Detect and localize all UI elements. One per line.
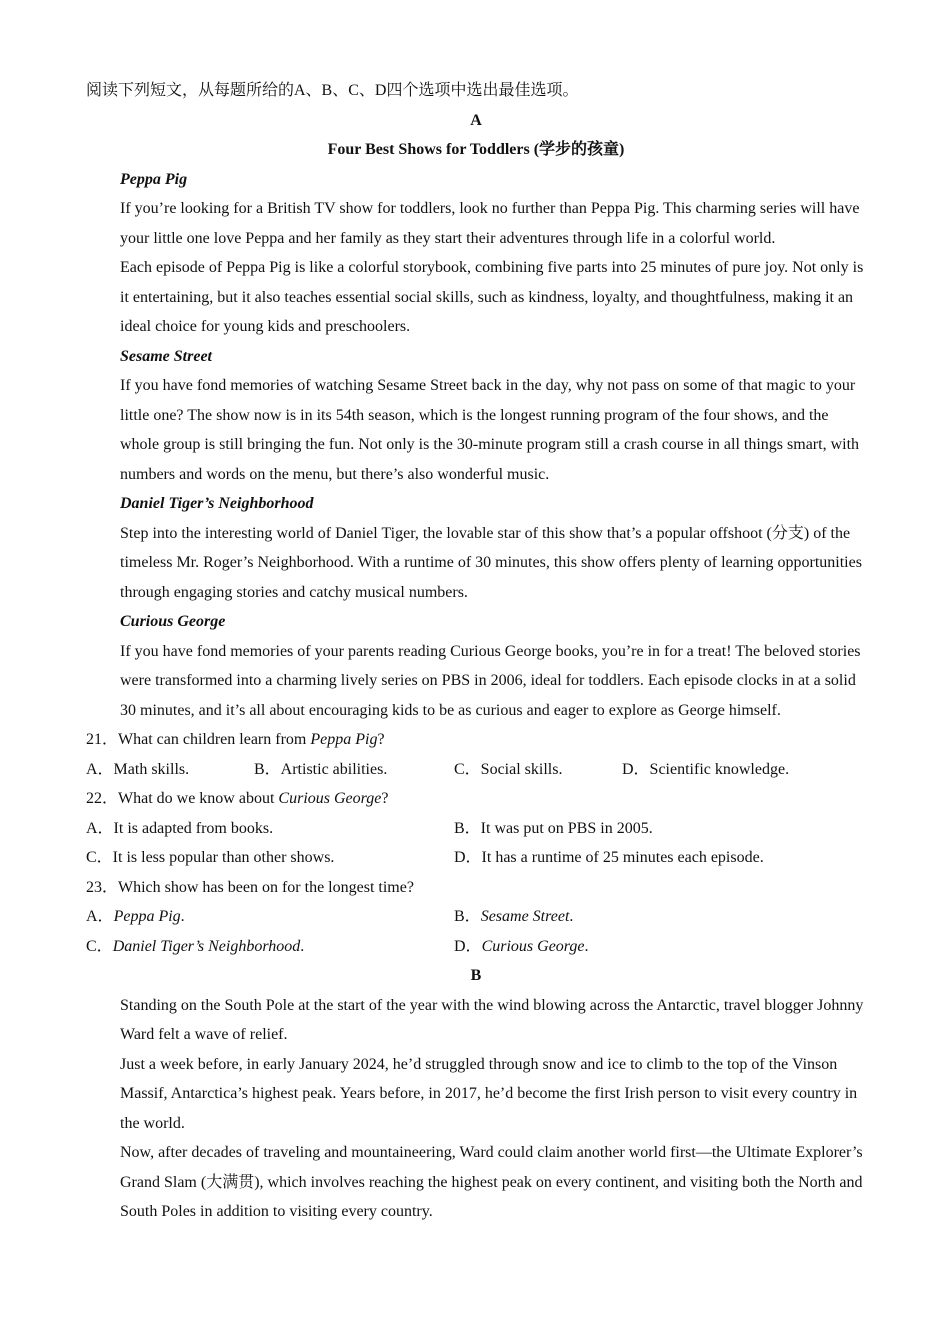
paragraph: Step into the interesting world of Daniel Tiger, the lovable star of this show that’s a popular offshoot (分支) of the timeless Mr. Roger’s Neighborhood. With a runtime of 30 minutes, this show offers plenty of learning opportunities through engaging stories and catchy musical numbers.: [120, 524, 862, 601]
instruction: 阅读下列短文，从每题所给的A、B、C、D四个选项中选出最佳选项。: [86, 82, 579, 99]
stem-suffix: ?: [377, 731, 385, 748]
paragraph: Just a week before, in early January 2024, he’d struggled through snow and ice to climb to the top of the Vinson Massif, Antarctica’s highest peak. Years before, in 2017, he’d become the first Irish person to visit every country in the world.: [120, 1055, 858, 1132]
option-d[interactable]: D．Scientific knowledge.: [622, 760, 790, 778]
option-end: .: [584, 937, 589, 955]
paragraph: If you have fond memories of watching Sesame Street back in the day, why not pass on some of that magic to your little one? The show now is in its 54th season, which is the longest running program of the four shows, and the whole group is still bringing the fun. Not only is the 30-minute program still a crash course in all things smart, with numbers and words on the menu, but there’s also wonderful music.: [120, 377, 860, 483]
paragraph: Now, after decades of traveling and mountaineering, Ward could claim another world first—the Ultimate Explorer’s Grand Slam (大满贯), which involves reaching the highest peak on every continent, and visiting both the North and South Poles in addition to visiting every country.: [120, 1144, 863, 1220]
option-letter: D．: [454, 937, 482, 955]
show-heading-curious-george: Curious George: [120, 613, 226, 630]
option-a[interactable]: [86, 902, 454, 932]
paragraph: Each episode of Peppa Pig is like a colorful storybook, combining five parts into 25 minutes of pure joy. Not only is it entertaining, but it also teaches essential social skills, such as kindness, loyalty, and thoughtfulness, making it an ideal choice for young kids and preschoolers.: [120, 259, 864, 335]
option-b[interactable]: B．It was put on PBS in 2005.: [454, 819, 653, 837]
question-23-stem: 23．Which show has been on for the longest time?: [86, 878, 414, 896]
show-heading-daniel-tiger: Daniel Tiger’s Neighborhood: [120, 495, 314, 512]
option-c[interactable]: [86, 932, 454, 962]
option-c[interactable]: C．It is less popular than other shows.: [86, 849, 335, 866]
option-b[interactable]: [454, 902, 573, 932]
question-23-options-row1: [86, 902, 866, 932]
option-d[interactable]: D．It has a runtime of 25 minutes each episode.: [454, 849, 764, 866]
option-text: Curious George: [481, 937, 585, 955]
option-end: .: [180, 908, 185, 925]
paragraph: Standing on the South Pole at the start of the year with the wind blowing across the Antarctic, travel blogger Johnny Ward felt a wave of relief.: [120, 996, 864, 1043]
article-title: Four Best Shows for Toddlers (学步的孩童): [327, 141, 625, 158]
option-end: .: [300, 937, 305, 955]
stem-text: 22．What do we know about: [86, 790, 279, 807]
option-letter: C．: [86, 937, 113, 955]
paragraph: If you’re looking for a British TV show for toddlers, look no further than Peppa Pig. This charming series will have your little one love Peppa and her family as they start their adventures through life in a colorful world.: [120, 200, 860, 247]
option-c[interactable]: C．Social skills.: [454, 760, 563, 778]
stem-italic: Curious George: [278, 790, 382, 807]
exam-page: [86, 76, 866, 1227]
question-21-stem: [86, 725, 866, 755]
show-heading-sesame-street: Sesame Street: [120, 347, 212, 365]
option-letter: A．: [86, 908, 114, 925]
option-end: .: [569, 908, 574, 925]
stem-text: 21．What can children learn from: [86, 731, 311, 748]
stem-italic: Peppa Pig: [310, 731, 378, 748]
question-22-options-row1: [86, 814, 866, 844]
question-21-options: [86, 755, 866, 785]
option-a[interactable]: A．Math skills.: [86, 760, 190, 778]
question-23-options-row2: [86, 932, 866, 962]
option-d[interactable]: [454, 932, 589, 962]
section-a-label: A: [470, 111, 482, 129]
paragraph: If you have fond memories of your parents reading Curious George books, you’re in for a treat! The beloved stories were transformed into a charming lively series on PBS in 2006, ideal for toddlers. Each episode clocks in at a solid 30 minutes, and it’s all about encouraging kids to be as curious and eager to explore as George himself.: [120, 642, 861, 719]
option-b[interactable]: B．Artistic abilities.: [254, 760, 388, 778]
section-b-label: B: [470, 967, 482, 984]
option-a[interactable]: A．It is adapted from books.: [86, 819, 274, 837]
option-text: Peppa Pig: [113, 908, 181, 925]
show-heading-peppa-pig: Peppa Pig: [120, 170, 188, 188]
option-text: Sesame Street: [480, 908, 570, 925]
question-22-stem: [86, 784, 866, 814]
option-text: Daniel Tiger’s Neighborhood: [112, 937, 301, 955]
stem-suffix: ?: [381, 790, 389, 807]
question-22-options-row2: [86, 843, 866, 873]
option-letter: B．: [454, 908, 481, 925]
